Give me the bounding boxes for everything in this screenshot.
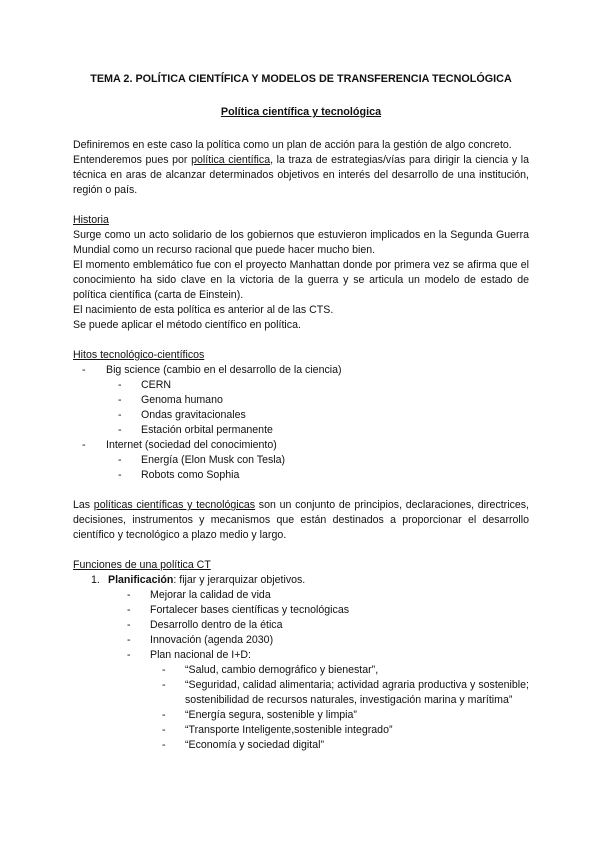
- item-number: 1.: [91, 574, 100, 586]
- list-item: [91, 573, 529, 753]
- historia-line: Surge como un acto solidario de los gobiernos que estuvieron implicados en la Segunda Guerra Mundial como un recurso racional que puede hacer mucho bien.: [73, 229, 529, 256]
- politicas-term: políticas científicas y tecnológicas: [93, 499, 256, 511]
- hitos-list: [73, 363, 529, 483]
- document-title: TEMA 2. POLÍTICA CIENTÍFICA Y MODELOS DE TRANSFERENCIA TECNOLÓGICA: [90, 73, 512, 85]
- list-item: - Ondas gravitacionales: [118, 408, 529, 423]
- intro-text-rest: , la traza de estrategias/vías para dirigir la ciencia y la técnica en aras de alcanzar determinados objetivos en interés del desarrollo de una institución, región o país.: [73, 154, 530, 196]
- plan-nacional-label: Plan nacional de I+D:: [150, 649, 252, 661]
- intro-paragraph-2: [73, 153, 529, 198]
- big-science-list: [118, 378, 529, 438]
- list-item: [127, 648, 529, 753]
- planificacion-text: : fijar y jerarquizar objetivos.: [173, 574, 306, 586]
- internet-label: Internet (sociedad del conocimiento): [106, 439, 277, 451]
- politicas-text: Las: [73, 499, 94, 511]
- politica-cientifica-term: política científica: [191, 154, 271, 166]
- big-science-label: Big science (cambio en el desarrollo de la ciencia): [106, 364, 342, 376]
- intro-text: Entenderemos pues por: [73, 154, 192, 166]
- funciones-heading: Funciones de una política CT: [73, 559, 211, 571]
- intro-paragraph-1: Definiremos en este caso la política como un plan de acción para la gestión de algo concreto.: [73, 139, 512, 151]
- hitos-heading: Hitos tecnológico-científicos: [73, 349, 205, 361]
- internet-list: [118, 453, 529, 483]
- document-body: [73, 72, 529, 753]
- list-item: - Fortalecer bases científicas y tecnológicas: [127, 603, 529, 618]
- list-item: - Genoma humano: [118, 393, 529, 408]
- list-item: - “Salud, cambio demográfico y bienestar”,: [162, 663, 529, 678]
- politicas-paragraph: [73, 498, 529, 543]
- list-item: - Robots como Sophia: [118, 468, 529, 483]
- list-item: [82, 363, 529, 438]
- historia-line: El nacimiento de esta política es anterior al de las CTS.: [73, 304, 334, 316]
- list-item: - “Seguridad, calidad alimentaria; actividad agraria productiva y sostenible; sostenibilidad de recursos naturales, investigación marina y marítima”: [162, 678, 529, 708]
- list-item: [82, 438, 529, 483]
- historia-heading: Historia: [73, 214, 109, 226]
- plan-nacional-list: [162, 663, 529, 753]
- historia-line: Se puede aplicar el método científico en política.: [73, 319, 301, 331]
- list-item: - CERN: [118, 378, 529, 393]
- list-item: - Innovación (agenda 2030): [127, 633, 529, 648]
- list-item: - “Economía y sociedad digital”: [162, 738, 529, 753]
- historia-line: El momento emblemático fue con el proyecto Manhattan donde por primera vez se afirma que el conocimiento ha sido clave en la victoria de la guerra y se articula un modelo de estado de política científica (carta de Einstein).: [73, 259, 529, 301]
- list-item: - “Transporte Inteligente,sostenible integrado”: [162, 723, 529, 738]
- funciones-list: [73, 573, 529, 753]
- section-title: Política científica y tecnológica: [220, 106, 382, 118]
- politicas-text-rest: son un conjunto de principios, declaraciones, directrices, decisiones, instrumentos y mecanismos que están destinados a proporcionar el desarrollo científico y tecnológico a plazo medio y largo.: [73, 499, 529, 541]
- list-item: - “Energía segura, sostenible y limpia”: [162, 708, 529, 723]
- list-item: - Estación orbital permanente: [118, 423, 529, 438]
- list-item: - Energía (Elon Musk con Tesla): [118, 453, 529, 468]
- planificacion-list: [127, 588, 529, 753]
- planificacion-label: Planificación: [108, 574, 174, 586]
- list-item: - Mejorar la calidad de vida: [127, 588, 529, 603]
- list-item: - Desarrollo dentro de la ética: [127, 618, 529, 633]
